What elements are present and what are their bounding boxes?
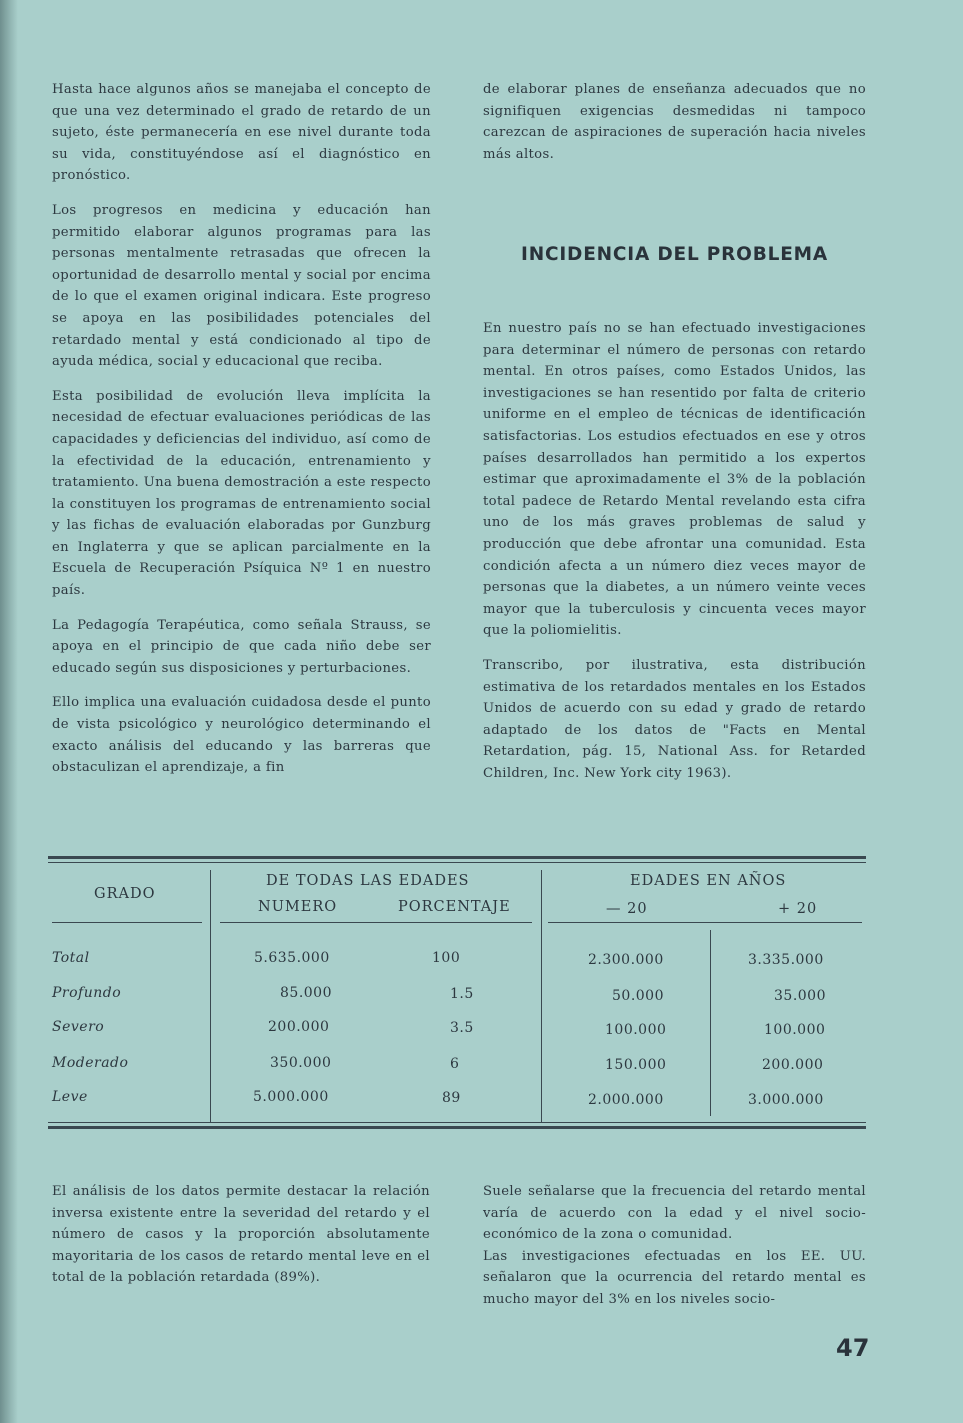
table-bottom-rule-inner bbox=[48, 1122, 866, 1123]
paragraph: Suele señalarse que la frecuencia del retardo mental varía de acuerdo con la edad y el nivel socio-económico de la zona o comunidad. bbox=[483, 1184, 866, 1243]
paragraph: Hasta hace algunos años se manejaba el concepto de que una vez determinado el grado de retardo de un sujeto, éste permanecería en ese nivel durante toda su vida, constituyéndose así el diagnóstico en pronóstico. bbox=[52, 82, 431, 184]
header-underline bbox=[220, 922, 532, 923]
paragraph: La Pedagogía Terapéutica, como señala Strauss, se apoya en el principio de que cada niño debe ser educado según sus disposiciones y perturbaciones. bbox=[52, 617, 431, 676]
cell-porcentaje: 100 bbox=[432, 950, 461, 966]
left-column bbox=[52, 79, 431, 792]
cell-porcentaje: 3.5 bbox=[450, 1020, 474, 1036]
cell-grado: Severo bbox=[52, 1019, 105, 1035]
bottom-left-column bbox=[52, 1181, 430, 1302]
cell-mas-20: 100.000 bbox=[764, 1022, 826, 1038]
table-top-rule-inner bbox=[48, 862, 866, 863]
cell-numero: 350.000 bbox=[270, 1055, 332, 1071]
cell-mas-20: 35.000 bbox=[774, 988, 826, 1004]
paragraph: Los progresos en medicina y educación han permitido elaborar algunos programas para las personas mentalmente retrasadas que ofrecen la oportunidad de desarrollo mental y social por encima de lo que el examen original indicara. Este progreso se apoya en las posibilidades potenciales del retardado mental y está condicionado al tipo de ayuda médica, social y educacional que reciba. bbox=[52, 202, 431, 370]
header-mas-20: + 20 bbox=[778, 901, 818, 917]
table-bottom-rule bbox=[48, 1126, 866, 1129]
cell-grado: Profundo bbox=[52, 985, 122, 1001]
cell-grado: Moderado bbox=[52, 1055, 129, 1071]
page-number: 47 bbox=[836, 1334, 870, 1362]
header-todas-edades: DE TODAS LAS EDADES bbox=[266, 873, 470, 889]
table-top-rule bbox=[48, 856, 866, 859]
cell-porcentaje: 6 bbox=[450, 1056, 460, 1072]
cell-mas-20: 3.000.000 bbox=[748, 1092, 824, 1108]
paragraph: de elaborar planes de enseñanza adecuados que no signifiquen exigencias desmedidas ni tampoco carezcan de aspiraciones de superación hacia niveles más altos. bbox=[483, 82, 866, 162]
paragraph: En nuestro país no se han efectuado investigaciones para determinar el número de personas con retardo mental. En otros países, como Estados Unidos, las investigaciones se han resentido por falta de criterio uniforme en el empleo de técnicas de identificación satisfactorias. Los estudios efectuados en ese y otros países desarrollados han permitido a los expertos estimar que aproximadamente el 3% de la población total padece de Retardo Mental revelando esta cifra uno de los más graves problemas de salud y producción que debe afrontar una comunidad. Esta condición afecta a un número diez veces mayor de personas que la diabetes, a un número veinte veces mayor que la tuberculosis y cincuenta veces mayor que la poliomielitis. bbox=[483, 321, 866, 639]
paragraph: Esta posibilidad de evolución lleva implícita la necesidad de efectuar evaluaciones periódicas de las capacidades y deficiencias del individuo, así como de la efectividad de la educación, entrenamiento y tratamiento. Una buena demostración a este respecto la constituyen los programas de entrenamiento social y las fichas de evaluación elaboradas por Gunzburg en Inglaterra y que se aplican parcialmente en la Escuela de Recuperación Psíquica Nº 1 en nuestro país. bbox=[52, 388, 431, 599]
statistics-table bbox=[48, 856, 866, 1131]
paragraph: El análisis de los datos permite destacar la relación inversa existente entre la severidad del retardo y el número de casos y la proporción absolutamente mayoritaria de los casos de retardo mental leve en el total de la población retardada (89%). bbox=[52, 1184, 430, 1286]
paragraph: Las investigaciones efectuadas en los EE. UU. señalaron que la ocurrencia del retardo mental es mucho mayor del 3% en los niveles socio- bbox=[483, 1248, 866, 1307]
header-underline bbox=[548, 922, 862, 923]
cell-mas-20: 200.000 bbox=[762, 1057, 824, 1073]
cell-menos-20: 100.000 bbox=[605, 1022, 667, 1038]
cell-menos-20: 2.300.000 bbox=[588, 952, 664, 968]
header-menos-20: — 20 bbox=[606, 901, 648, 917]
header-porcentaje: PORCENTAJE bbox=[398, 899, 511, 915]
cell-menos-20: 50.000 bbox=[612, 988, 664, 1004]
column-divider bbox=[210, 870, 211, 1122]
cell-grado: Total bbox=[52, 950, 90, 966]
paragraph: Ello implica una evaluación cuidadosa desde el punto de vista psicológico y neurológico determinando el exacto análisis del educando y las barreras que obstaculizan el aprendizaje, a fin bbox=[52, 695, 431, 776]
column-divider bbox=[710, 930, 711, 1116]
cell-porcentaje: 89 bbox=[442, 1090, 461, 1106]
right-column-top bbox=[483, 79, 866, 178]
right-column bbox=[483, 318, 866, 797]
cell-numero: 5.635.000 bbox=[254, 950, 330, 966]
header-underline bbox=[52, 922, 202, 923]
paragraph: Transcribo, por ilustrativa, esta distribución estimativa de los retardados mentales en los Estados Unidos de acuerdo con su edad y grado de retardo adaptado de los datos de "Facts en Mental Retardation, pág. 15, National Ass. for Retarded Children, Inc. New York city 1963). bbox=[483, 657, 866, 781]
cell-porcentaje: 1.5 bbox=[450, 986, 474, 1002]
header-edades-anos: EDADES EN AÑOS bbox=[630, 873, 787, 889]
header-grado: GRADO bbox=[94, 886, 156, 902]
binding-edge bbox=[0, 0, 18, 1423]
cell-numero: 5.000.000 bbox=[253, 1089, 329, 1105]
section-heading: INCIDENCIA DEL PROBLEMA bbox=[521, 244, 828, 265]
cell-numero: 200.000 bbox=[268, 1019, 330, 1035]
bottom-right-column bbox=[483, 1181, 866, 1324]
cell-menos-20: 2.000.000 bbox=[588, 1092, 664, 1108]
cell-menos-20: 150.000 bbox=[605, 1057, 667, 1073]
column-divider bbox=[541, 870, 542, 1122]
cell-mas-20: 3.335.000 bbox=[748, 952, 824, 968]
header-numero: NUMERO bbox=[258, 899, 338, 915]
cell-numero: 85.000 bbox=[280, 985, 332, 1001]
cell-grado: Leve bbox=[52, 1089, 88, 1105]
